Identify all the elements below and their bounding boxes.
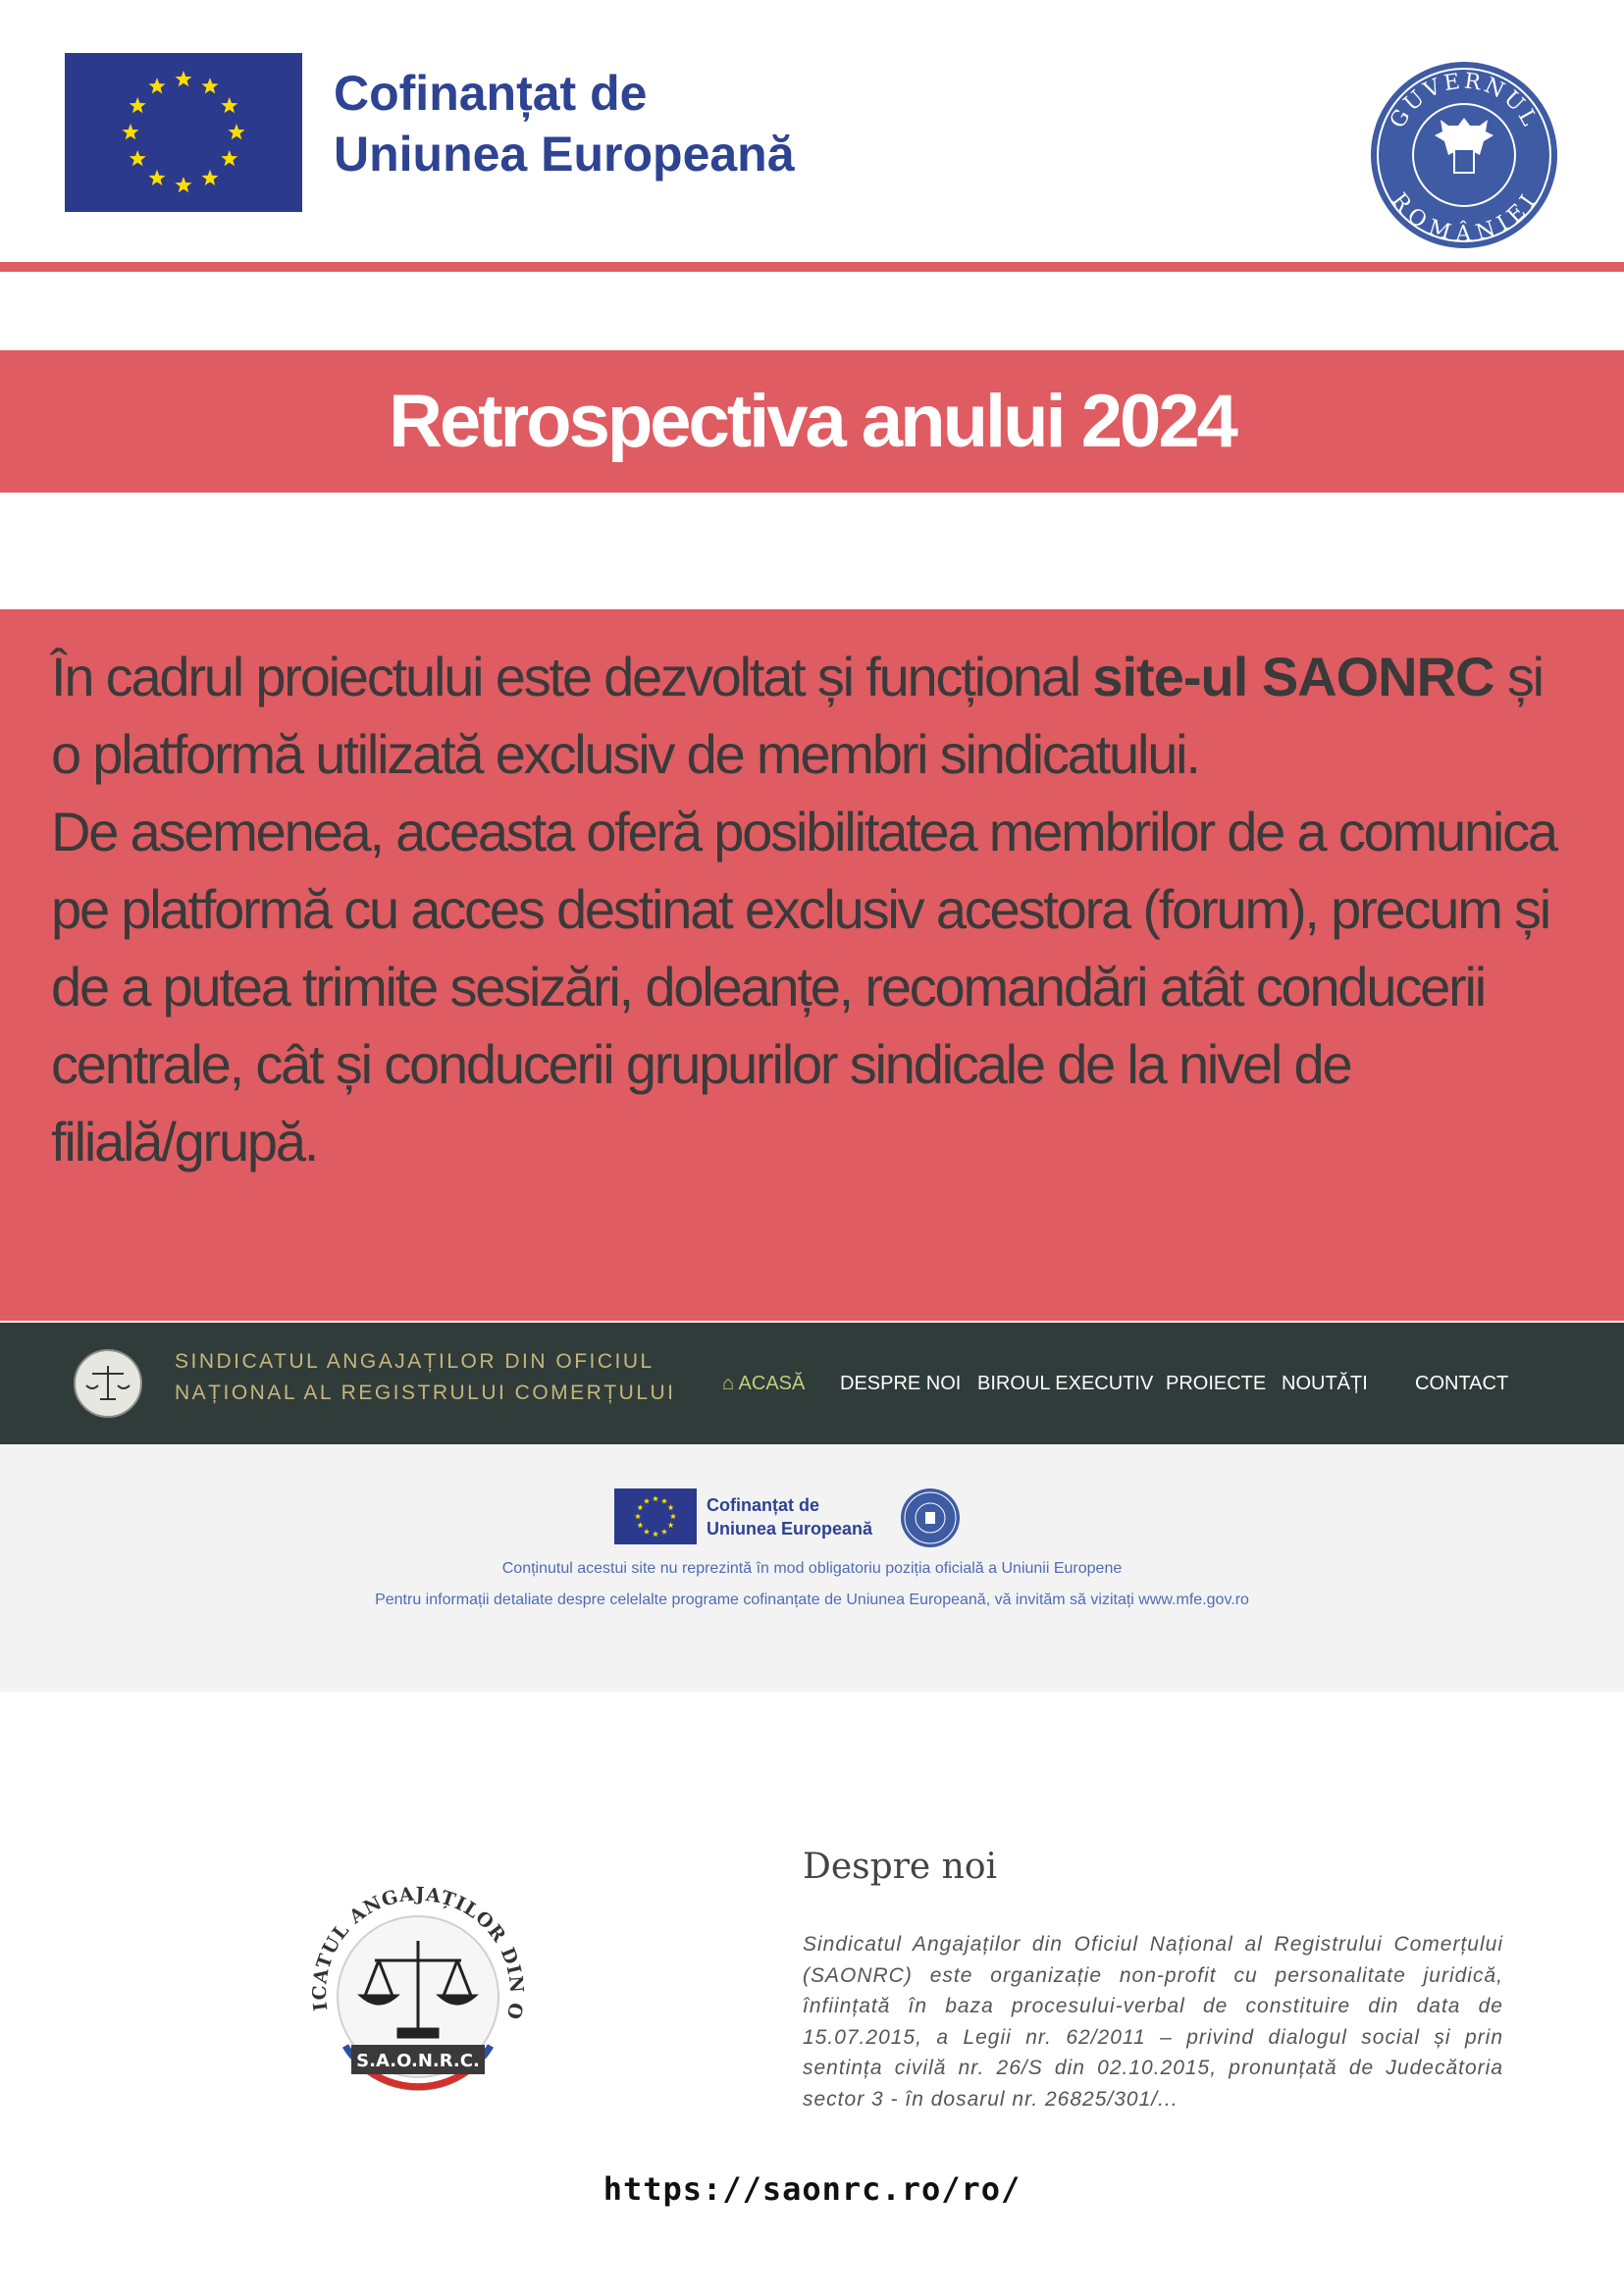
nav-bureau[interactable]: BIROUL EXECUTIV xyxy=(977,1373,1154,1394)
eu-star-icon xyxy=(175,177,191,192)
site-logo[interactable] xyxy=(71,1346,145,1421)
government-seal xyxy=(1368,59,1560,251)
eu-star-icon xyxy=(201,78,218,93)
eu-star-icon xyxy=(644,1498,650,1504)
mini-eu-line-1: Cofinanțat de xyxy=(707,1495,819,1515)
about-text: Sindicatul Angajaților din Oficiul Național al Registrului Comerțului (SAONRC) este organizație non-profit cu personalitate juridică, înființată în baza procesului-verbal de constituire din data de 15.07.2015, a Legii nr. 62/2011 – privind dialogul social și prin sentința civilă nr. 26/S din 02.10.2015, pronunțată de Judecătoria sector 3 - în dosarul nr. 26825/301/... xyxy=(803,1933,1503,2111)
eu-line-1: Cofinanțat de xyxy=(334,66,648,121)
page-title: Retrospectiva anului 2024 xyxy=(389,380,1235,463)
eu-star-icon xyxy=(122,124,138,139)
para1-end: și o platformă utilizată exclusiv de membri sindicatului. xyxy=(51,646,1543,785)
mini-eu-label xyxy=(707,1493,872,1540)
website-url[interactable]: https://saonrc.ro/ro/ xyxy=(602,2170,1022,2208)
footer-disclaimer: Conținutul acestui site nu reprezintă în mod obligatoriu poziția oficială a Uniunii Europene xyxy=(501,1560,1123,1577)
mini-eu-stars-icon xyxy=(614,1488,697,1544)
para2: De asemenea, aceasta oferă posibilitatea membrilor de a comunica pe platformă cu acces destinat exclusiv acestora (forum), precum și de a putea trimite sesizări, doleanțe, recomandări atât conducerii centrale, cât și conducerii grupurilor sindicale de la nivel de filială/grupă. xyxy=(51,801,1556,1173)
project-description xyxy=(51,638,1582,1180)
nav-contact[interactable]: CONTACT xyxy=(1415,1373,1509,1394)
eu-star-icon xyxy=(661,1498,667,1504)
home-icon: ⌂ xyxy=(722,1373,735,1394)
eu-star-icon xyxy=(228,124,244,139)
eu-star-icon xyxy=(670,1513,676,1519)
eu-line-2: Uniunea Europeană xyxy=(334,127,795,182)
seal-bottom-text: ROMÂNIEI xyxy=(1386,188,1543,247)
site-brand[interactable] xyxy=(175,1346,676,1409)
footer-info-link[interactable]: Pentru informații detaliate despre celelalte programe cofinanțate de Uniunea Europeană, vă invităm să vizitați www.mfe.gov.ro xyxy=(375,1592,1249,1608)
mini-government-seal xyxy=(899,1487,962,1549)
eu-star-icon xyxy=(668,1504,674,1510)
nav-home-label: ACASĂ xyxy=(738,1373,806,1394)
mini-eu-flag xyxy=(614,1488,697,1544)
eu-star-icon xyxy=(130,97,146,113)
nav-projects[interactable]: PROIECTE xyxy=(1166,1373,1267,1394)
para1-start: În cadrul proiectului este dezvoltat și funcțional xyxy=(51,646,1093,707)
eu-star-icon xyxy=(148,170,165,185)
logo-ribbon-text: S.A.O.N.R.C. xyxy=(356,2051,480,2071)
eu-star-icon xyxy=(635,1513,641,1519)
nav-news[interactable]: NOUTĂȚI xyxy=(1282,1373,1368,1394)
nav-home[interactable] xyxy=(722,1372,805,1395)
about-heading: Despre noi xyxy=(803,1847,998,1887)
nav-about[interactable]: DESPRE NOI xyxy=(840,1373,962,1394)
eu-star-icon xyxy=(175,71,191,86)
seal-top-text: GUVERNUL xyxy=(1385,69,1544,133)
eu-stars-icon xyxy=(65,53,302,212)
brand-line-2: NAȚIONAL AL REGISTRULUI COMERȚULUI xyxy=(175,1382,676,1404)
brand-line-1: SINDICATUL ANGAJAȚILOR DIN OFICIUL xyxy=(175,1350,655,1373)
eu-star-icon xyxy=(661,1529,667,1535)
logo-ring-text: ICATUL ANGAJAȚILOR DIN O xyxy=(308,1883,528,2022)
header-divider xyxy=(0,262,1624,272)
eu-star-icon xyxy=(637,1522,643,1528)
para1-bold: site-ul SAONRC xyxy=(1092,646,1494,707)
mini-eu-line-2: Uniunea Europeană xyxy=(707,1519,873,1539)
eu-star-icon xyxy=(148,78,165,93)
eu-star-icon xyxy=(201,170,218,185)
eu-cofinance-label xyxy=(334,63,795,184)
eu-star-icon xyxy=(668,1522,674,1528)
saonrc-logo xyxy=(290,1864,546,2119)
eu-star-icon xyxy=(130,150,146,166)
eu-star-icon xyxy=(644,1529,650,1535)
eu-star-icon xyxy=(653,1495,658,1501)
eu-star-icon xyxy=(637,1504,643,1510)
eu-star-icon xyxy=(653,1531,658,1537)
eu-star-icon xyxy=(221,97,237,113)
eu-star-icon xyxy=(221,150,237,166)
eu-flag xyxy=(65,53,302,212)
